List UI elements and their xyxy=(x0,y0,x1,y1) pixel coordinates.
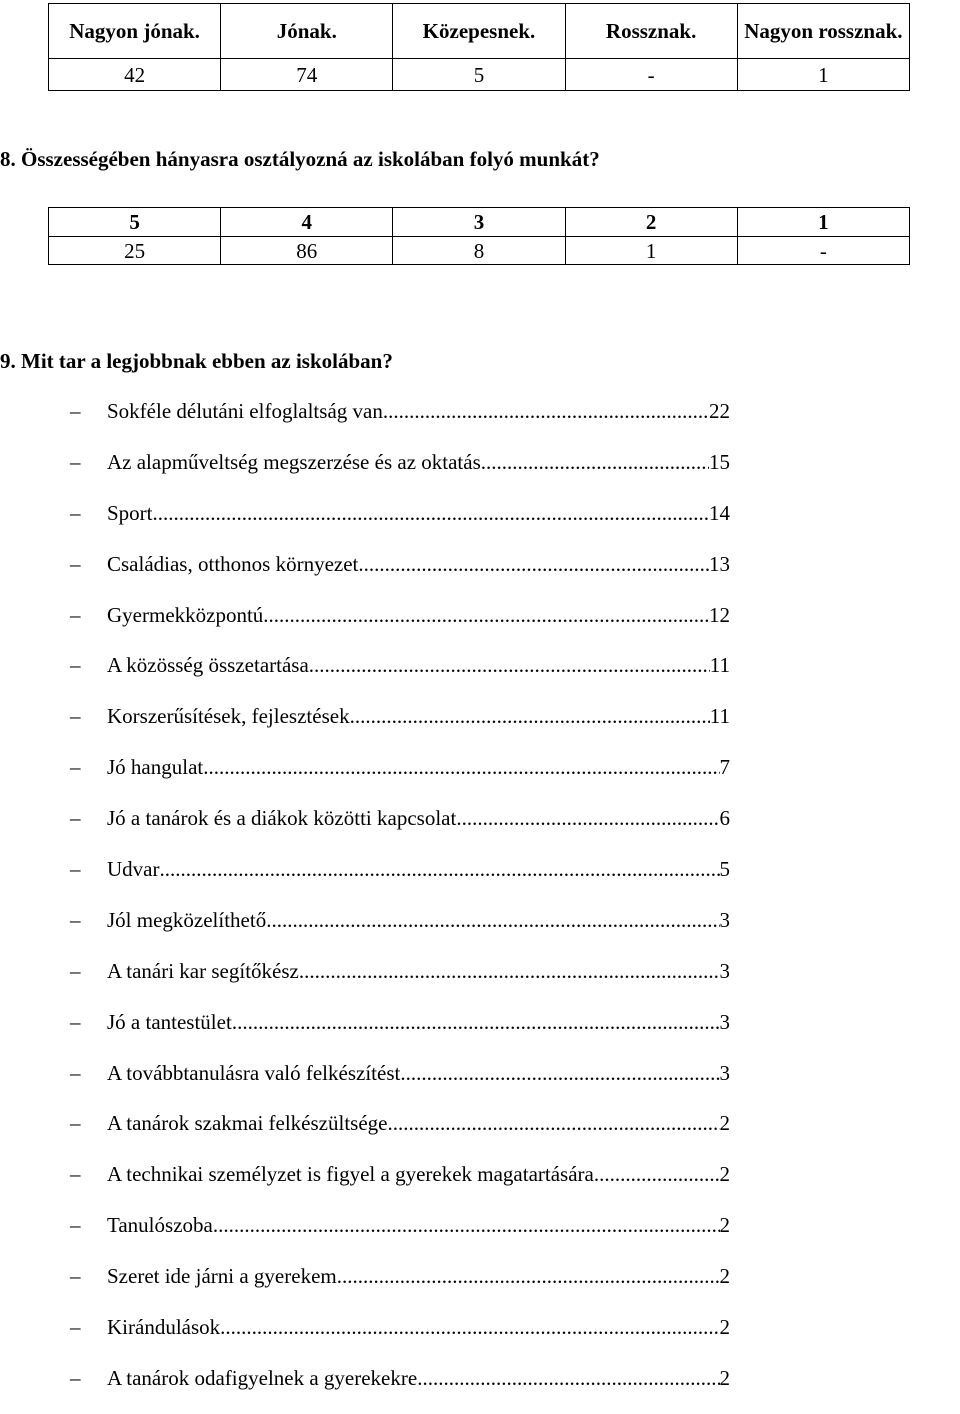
answer-count: 11 xyxy=(709,653,730,678)
answer-count: 2 xyxy=(719,1111,730,1136)
question-9-heading: 9. Mit tar a legjobbnak ebben az iskolában? xyxy=(0,349,393,373)
dash-bullet-icon xyxy=(70,803,107,833)
dot-leader xyxy=(153,498,709,528)
answer-count: 3 xyxy=(719,907,730,932)
table-cell: 8 xyxy=(393,237,565,265)
answer-count: 7 xyxy=(719,755,730,780)
answer-label: Gyermekközpontú xyxy=(107,602,264,627)
dot-leader xyxy=(350,701,710,731)
answer-count: 22 xyxy=(709,399,730,423)
list-item xyxy=(70,447,730,498)
list-item xyxy=(70,1312,730,1363)
table-cell: 42 xyxy=(49,59,221,91)
answer-label: Sokféle délutáni elfoglaltság van xyxy=(107,399,383,423)
dash-bullet-icon xyxy=(70,396,107,426)
answer-label: Az alapműveltség megszerzése és az oktatás xyxy=(107,449,481,474)
list-item xyxy=(70,650,730,701)
answer-label: Jó hangulat xyxy=(107,755,204,780)
table-cell: 74 xyxy=(221,59,393,91)
answer-count: 2 xyxy=(719,1162,730,1187)
dash-bullet-icon xyxy=(70,854,107,884)
grade-table xyxy=(48,207,910,265)
table-header-cell: 2 xyxy=(565,208,737,237)
answer-label: Korszerűsítések, fejlesztések xyxy=(107,704,350,729)
answer-count: 2 xyxy=(719,1365,730,1390)
answer-count: 2 xyxy=(719,1264,730,1289)
table-cell: - xyxy=(565,59,737,91)
table-header-cell: 4 xyxy=(221,208,393,237)
table-header-cell: Rossznak. xyxy=(565,4,737,59)
answer-count: 6 xyxy=(719,806,730,831)
dash-bullet-icon xyxy=(70,1363,107,1393)
list-item xyxy=(70,701,730,752)
dash-bullet-icon xyxy=(70,1312,107,1342)
answer-list xyxy=(70,396,730,1414)
answer-label: Tanulószoba xyxy=(107,1213,213,1238)
dot-leader xyxy=(417,1363,719,1393)
list-item xyxy=(70,1210,730,1261)
table-header-cell: Nagyon rossznak. xyxy=(737,4,909,59)
dash-bullet-icon xyxy=(70,498,107,528)
dot-leader xyxy=(481,447,709,477)
list-item xyxy=(70,1363,730,1414)
answer-count: 3 xyxy=(719,1009,730,1034)
list-item xyxy=(70,1108,730,1159)
answer-label: Családias, otthonos környezet xyxy=(107,551,359,576)
answer-count: 11 xyxy=(709,704,730,729)
table-header-cell: 1 xyxy=(737,208,909,237)
answer-count: 2 xyxy=(719,1213,730,1238)
table-row xyxy=(49,59,910,91)
dot-leader xyxy=(594,1159,720,1189)
dash-bullet-icon xyxy=(70,956,107,986)
answer-label: A tanári kar segítőkész xyxy=(107,958,299,983)
dot-leader xyxy=(383,396,709,426)
table-header-cell: 5 xyxy=(49,208,221,237)
answer-label: A közösség összetartása xyxy=(107,653,309,678)
dot-leader xyxy=(387,1108,719,1138)
dash-bullet-icon xyxy=(70,600,107,630)
dot-leader xyxy=(309,650,710,680)
dot-leader xyxy=(266,905,719,935)
answer-label: Szeret ide járni a gyerekem xyxy=(107,1264,337,1289)
table-header-cell: 3 xyxy=(393,208,565,237)
answer-count: 5 xyxy=(719,857,730,882)
dash-bullet-icon xyxy=(70,1210,107,1240)
question-8-heading: 8. Összességében hányasra osztályozná az iskolában folyó munkát? xyxy=(0,147,600,171)
list-item xyxy=(70,600,730,651)
dot-leader xyxy=(159,854,719,884)
table-header-row xyxy=(49,4,910,59)
dash-bullet-icon xyxy=(70,549,107,579)
dot-leader xyxy=(213,1210,720,1240)
answer-label: Jó a tantestület xyxy=(107,1009,232,1034)
list-item xyxy=(70,956,730,1007)
answer-label: Udvar xyxy=(107,857,160,882)
list-item xyxy=(70,396,730,447)
list-item xyxy=(70,1159,730,1210)
table-header-cell: Nagyon jónak. xyxy=(49,4,221,59)
list-item xyxy=(70,1058,730,1109)
table-cell: 1 xyxy=(737,59,909,91)
answer-count: 14 xyxy=(709,500,730,525)
answer-label: A tanárok szakmai felkészültsége xyxy=(107,1111,388,1136)
dash-bullet-icon xyxy=(70,752,107,782)
dash-bullet-icon xyxy=(70,905,107,935)
dash-bullet-icon xyxy=(70,1159,107,1189)
answer-label: Jól megközelíthető xyxy=(107,907,267,932)
dot-leader xyxy=(358,549,709,579)
table-cell: 5 xyxy=(393,59,565,91)
dot-leader xyxy=(299,956,720,986)
dot-leader xyxy=(400,1058,719,1088)
dash-bullet-icon xyxy=(70,701,107,731)
answer-label: A tanárok odafigyelnek a gyerekekre xyxy=(107,1365,418,1390)
answer-label: Jó a tanárok és a diákok közötti kapcsolat xyxy=(107,806,457,831)
answer-label: A továbbtanulásra való felkészítést xyxy=(107,1060,401,1085)
list-item xyxy=(70,905,730,956)
answer-count: 12 xyxy=(709,602,730,627)
dash-bullet-icon xyxy=(70,1108,107,1138)
dash-bullet-icon xyxy=(70,1007,107,1037)
dot-leader xyxy=(220,1312,719,1342)
rating-table-1 xyxy=(48,3,910,91)
answer-count: 3 xyxy=(719,958,730,983)
list-item xyxy=(70,498,730,549)
table-cell: 86 xyxy=(221,237,393,265)
list-item xyxy=(70,803,730,854)
dash-bullet-icon xyxy=(70,447,107,477)
table-header-row xyxy=(49,208,910,237)
dot-leader xyxy=(263,600,709,630)
dot-leader xyxy=(203,752,719,782)
answer-label: A technikai személyzet is figyel a gyerekek magatartására xyxy=(107,1162,594,1187)
answer-label: Sport xyxy=(107,500,153,525)
dot-leader xyxy=(456,803,719,833)
answer-count: 2 xyxy=(719,1315,730,1340)
table-cell: - xyxy=(737,237,909,265)
dash-bullet-icon xyxy=(70,1261,107,1291)
table-row xyxy=(49,237,910,265)
dot-leader xyxy=(337,1261,720,1291)
table-header-cell: Közepesnek. xyxy=(393,4,565,59)
answer-count: 13 xyxy=(709,551,730,576)
list-item xyxy=(70,1007,730,1058)
dot-leader xyxy=(232,1007,720,1037)
table-header-cell: Jónak. xyxy=(221,4,393,59)
table-cell: 1 xyxy=(565,237,737,265)
answer-count: 15 xyxy=(709,449,730,474)
list-item xyxy=(70,549,730,600)
list-item xyxy=(70,1261,730,1312)
answer-label: Kirándulások xyxy=(107,1315,221,1340)
list-item xyxy=(70,752,730,803)
list-item xyxy=(70,854,730,905)
dash-bullet-icon xyxy=(70,1058,107,1088)
answer-count: 3 xyxy=(719,1060,730,1085)
table-cell: 25 xyxy=(49,237,221,265)
dash-bullet-icon xyxy=(70,650,107,680)
